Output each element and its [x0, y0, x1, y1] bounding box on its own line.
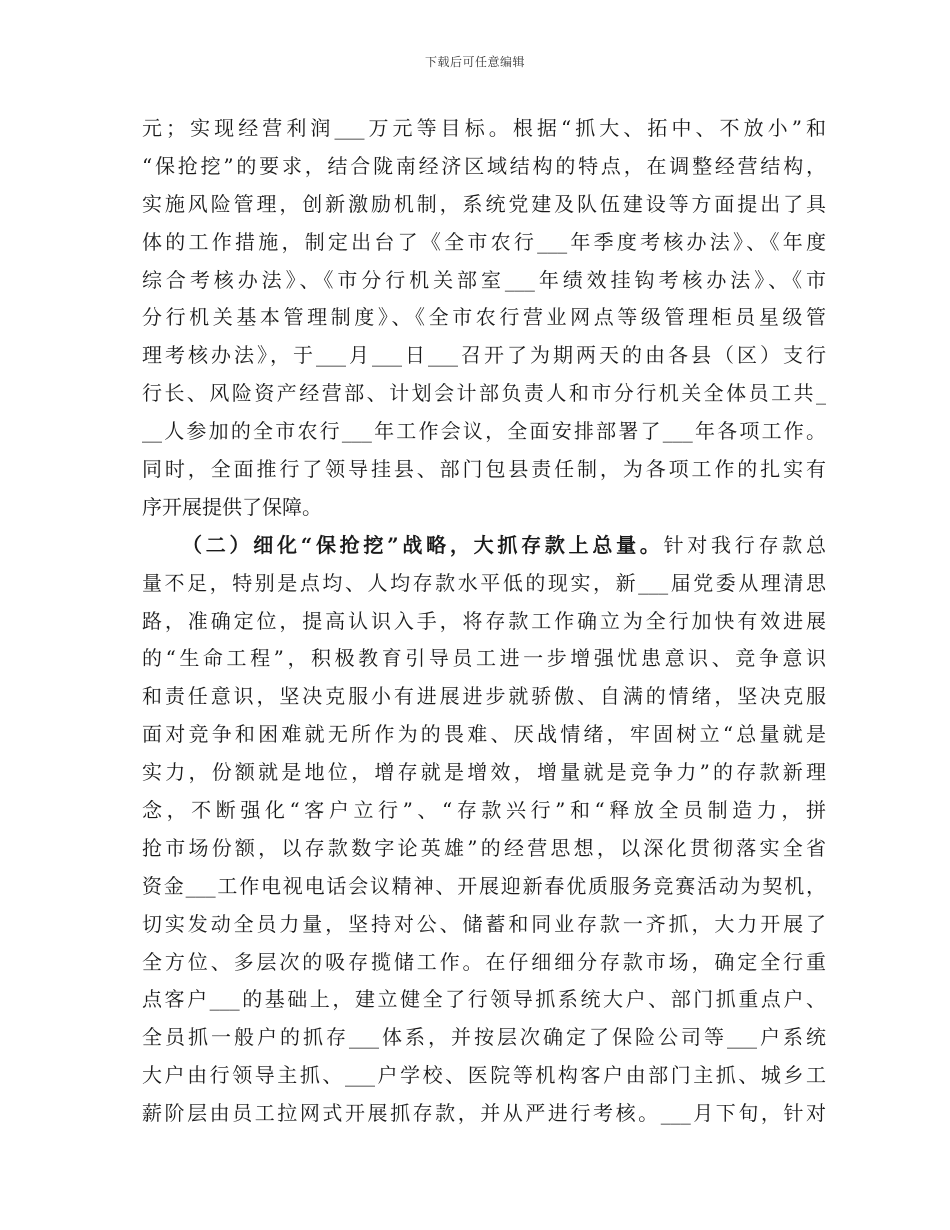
- text-line: 实力，份额就是地位，增存就是增效，增量就是竞争力”的存款新理: [142, 760, 826, 785]
- text-line: 分行机关基本管理制度》、《全市农行营业网点等级管理柜员星级管: [142, 305, 826, 330]
- text-line: 元；实现经营利润___万元等目标。根据“抓大、拓中、不放小”和: [142, 116, 826, 140]
- text-line: 序开展提供了保障。: [142, 494, 322, 519]
- text-line: __人参加的全市农行___年工作会议，全面安排部署了___年各项工作。: [142, 419, 826, 444]
- section-heading: （二）细化“保抢挖”战略，大抓存款上总量。: [182, 532, 664, 557]
- text-line: 面对竞争和困难就无所作为的畏难、厌战情绪，牢固树立“总量就是: [142, 722, 826, 747]
- text-line: 抢市场份额，以存款数字论英雄”的经营思想，以深化贯彻落实全省: [142, 835, 826, 860]
- text-line: 全员抓一般户的抓存___体系，并按层次确定了保险公司等___户系统: [142, 1025, 826, 1050]
- paragraph-1: [142, 110, 826, 527]
- text-line: 同时，全面推行了领导挂县、部门包县责任制，为各项工作的扎实有: [142, 457, 826, 482]
- text-line: 切实发动全员力量，坚持对公、储蓄和同业存款一齐抓，大力开展了: [142, 911, 826, 936]
- document-body: [142, 110, 826, 1133]
- text-line: 的“生命工程”，积极教育引导员工进一步增强忧患意识、竞争意识: [142, 646, 826, 671]
- text-line: 念，不断强化“客户立行”、“存款兴行”和“释放全员制造力，拼: [142, 798, 826, 823]
- text-line: 点客户___的基础上，建立健全了行领导抓系统大户、部门抓重点户、: [142, 987, 826, 1012]
- text-line: 理考核办法》，于___月___日___召开了为期两天的由各县（区）支行: [142, 343, 826, 368]
- text-line: 大户由行领导主抓、___户学校、医院等机构客户由部门主抓、城乡工: [142, 1063, 826, 1088]
- text-line: 路，准确定位，提高认识入手，将存款工作确立为全行加快有效进展: [142, 608, 826, 633]
- text-line: 和责任意识，坚决克服小有进展进步就骄傲、自满的情绪，坚决克服: [142, 684, 826, 709]
- paragraph-2: [142, 527, 826, 1133]
- text-line: 实施风险管理，创新激励机制，系统党建及队伍建设等方面提出了具: [142, 191, 826, 216]
- text-line: 量不足，特别是点均、人均存款水平低的现实，新___届党委从理清思: [142, 570, 826, 595]
- text-line: “保抢挖”的要求，结合陇南经济区域结构的特点，在调整经营结构，: [142, 153, 826, 178]
- text-run: 针对我行存款总: [663, 532, 826, 557]
- text-line: 薪阶层由员工拉网式开展抓存款，并从严进行考核。___月下旬，针对: [142, 1101, 826, 1126]
- text-line-with-heading: [142, 527, 826, 565]
- text-line: 行长、风险资产经营部、计划会计部负责人和市分行机关全体员工共_: [142, 381, 826, 406]
- text-line: 资金___工作电视电话会议精神、开展迎新春优质服务竞赛活动为契机，: [142, 873, 826, 898]
- text-line: 全方位、多层次的吸存揽储工作。在仔细细分存款市场，确定全行重: [142, 949, 826, 974]
- page-header: 下载后可任意编辑: [424, 55, 525, 69]
- text-line: 综合考核办法》、《市分行机关部室___年绩效挂钩考核办法》、《市: [142, 267, 826, 292]
- text-line: 体的工作措施，制定出台了《全市农行___年季度考核办法》、《年度: [142, 229, 826, 254]
